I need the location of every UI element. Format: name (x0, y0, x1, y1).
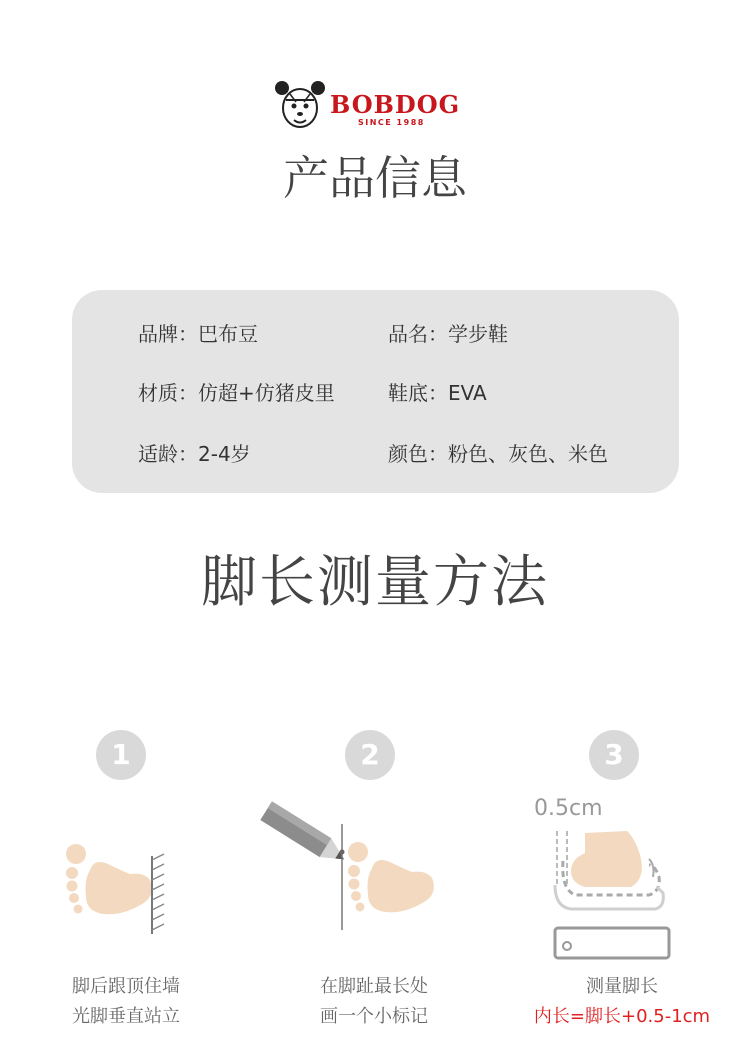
product-info-card (72, 290, 679, 493)
step-3-line2: 内长=脚长+0.5-1cm (533, 1006, 711, 1027)
pencil-mark-icon (258, 798, 448, 938)
info-brand: 品牌：巴布豆 (138, 322, 258, 346)
step-2-line1: 在脚趾最长处 (320, 976, 428, 997)
step-1-line1: 脚后跟顶住墙 (72, 976, 180, 997)
step-2-line2: 画一个小标记 (320, 1006, 428, 1027)
info-age: 适龄：2-4岁 (138, 442, 251, 466)
step-1-badge: 1 (96, 730, 146, 780)
info-colors: 颜色：粉色、灰色、米色 (388, 442, 608, 466)
brand-since: SINCE 1988 (358, 118, 425, 127)
info-sole: 鞋底：EVA (388, 381, 487, 405)
dog-mascot-icon (274, 78, 326, 134)
step-3-caption (502, 972, 742, 1032)
foot-against-wall-icon (60, 840, 180, 940)
step-2-badge: 2 (345, 730, 395, 780)
measure-title: 脚长测量方法 (201, 550, 549, 615)
product-info-title: 产品信息 (283, 151, 467, 205)
step-3-badge: 3 (589, 730, 639, 780)
allowance-label: 0.5cm (534, 796, 603, 821)
step-1-caption (6, 972, 246, 1032)
step-1-line2: 光脚垂直站立 (72, 1006, 180, 1027)
brand-name: BOBDOG (330, 90, 461, 119)
info-material: 材质：仿超+仿猪皮里 (138, 381, 335, 405)
step-3-line1: 测量脚长 (586, 976, 658, 997)
shoe-measure-icon (545, 825, 675, 965)
step-2-caption (254, 972, 494, 1032)
brand-logo (270, 76, 480, 136)
info-name: 品名：学步鞋 (388, 322, 508, 346)
